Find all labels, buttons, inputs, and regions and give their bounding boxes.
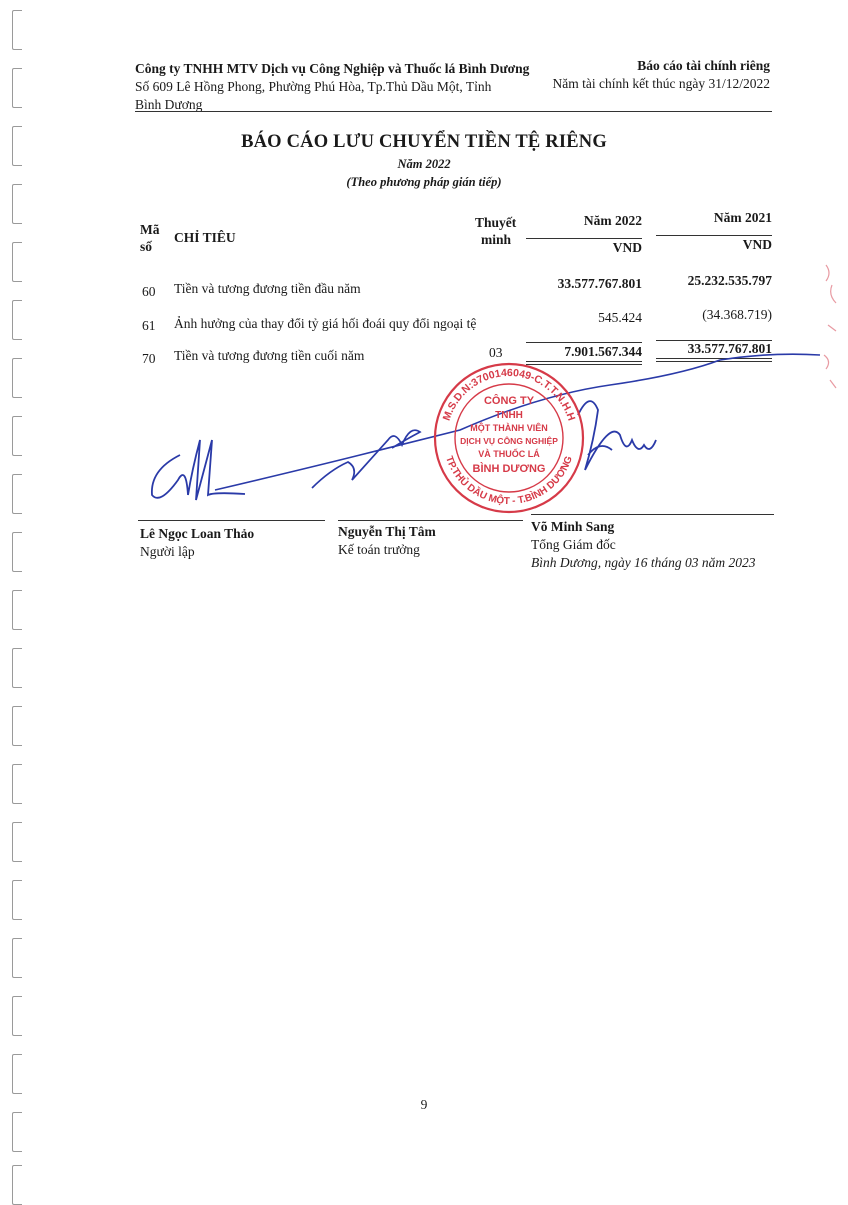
binding-ring [12,822,22,862]
binding-ring [12,242,22,282]
binding-ring [12,648,22,688]
page-number: 9 [420,1097,428,1112]
row-note: 03 [489,345,503,360]
binding-ring [12,358,22,398]
director-signature [578,401,656,470]
binding-ring [12,938,22,978]
company-stamp [435,364,583,512]
item-header: CHỈ TIÊU [174,230,236,245]
place-date: Bình Dương, ngày 16 tháng 03 năm 2023 [531,555,756,570]
binding-ring [12,532,22,572]
row-value-2022: 7.901.567.344 [564,344,642,359]
fiscal-year-end: Năm tài chính kết thúc ngày 31/12/2022 [552,76,770,91]
row-item: Ảnh hưởng của thay đổi tỷ giá hối đoái quy đổi ngoại tệ [174,316,477,331]
binding-ring [12,68,22,108]
stamp-ring-text: M.S.D.N:3700146049-C.T.T.N.H.H [440,366,578,423]
binding-ring [12,300,22,340]
code-header: Mã [140,222,160,237]
director-block [531,518,756,572]
accountant-signature [312,430,420,488]
total-top-rule-2022 [526,342,642,343]
row-code: 60 [142,284,156,299]
accountant-block [338,523,436,559]
preparer-signature [152,440,245,500]
report-year: Năm 2022 [397,157,451,171]
preparer-title: Người lập [140,544,195,559]
binding-ring [12,880,22,920]
total-double-rule-2021 [656,358,772,359]
binding-ring [12,416,22,456]
report-type: Báo cáo tài chính riêng [637,58,770,73]
signature-stroke [215,354,820,490]
binding-ring [12,1112,22,1152]
company-header [135,60,529,114]
row-value-2021: 25.232.535.797 [687,273,772,288]
row-item: Tiền và tương đương tiền đầu năm [174,281,361,296]
binding-ring [12,996,22,1036]
col-2021-underline [656,235,772,236]
binding-ring [12,474,22,514]
edge-marks [818,255,848,405]
total-double-rule-2022 [526,361,642,362]
col-2021-header: Năm 2021 [713,210,772,225]
accountant-sign-line [338,520,523,521]
binding-ring [12,764,22,804]
report-method: (Theo phương pháp gián tiếp) [346,175,502,189]
col-2022-header: Năm 2022 [583,213,642,228]
currency-2021: VND [742,237,772,252]
total-double-rule-2021-b [656,361,772,362]
stamp-line2: TNHH [495,410,523,421]
accountant-title: Kế toán trưởng [338,542,420,557]
row-item: Tiền và tương đương tiền cuối năm [174,348,365,363]
col-2022-underline [526,238,642,239]
preparer-name: Lê Ngọc Loan Thảo [140,526,255,541]
note-header: Thuyết [475,215,517,230]
row-value-2022: 545.424 [598,310,642,325]
preparer-sign-line [138,520,325,521]
stamp-ring-bottom: TP.THỦ DẦU MỘT - T.BÌNH DƯƠNG [443,454,575,508]
stamp-line3: MỘT THÀNH VIÊN [470,423,548,433]
currency-2022: VND [612,240,642,255]
director-sign-line [531,514,774,515]
binding-ring [12,1054,22,1094]
page-title: BÁO CÁO LƯU CHUYỂN TIỀN TỆ RIÊNG [241,132,607,152]
row-value-2022: 33.577.767.801 [557,276,642,291]
company-address-cont: Bình Dương [135,97,203,112]
director-title: Tổng Giám đốc [531,537,616,552]
row-code: 61 [142,318,156,333]
director-name: Võ Minh Sang [531,519,615,534]
binding-ring [12,184,22,224]
preparer-block [140,525,254,561]
binding-ring [12,590,22,630]
row-code: 70 [142,351,156,366]
accountant-name: Nguyễn Thị Tâm [338,524,436,539]
binding-ring [12,1165,22,1205]
binding-ring [12,706,22,746]
company-address: Số 609 Lê Hồng Phong, Phường Phú Hòa, Tp.Thủ Dầu Một, Tỉnh [135,79,492,94]
stamp-line5: VÀ THUỐC LÁ [478,449,540,459]
total-double-rule-2022-b [526,364,642,365]
report-header [553,57,770,93]
stamp-line4: DỊCH VỤ CÔNG NGHIỆP [460,436,558,446]
row-value-2021: 33.577.767.801 [687,341,772,356]
stamp-line6: BÌNH DƯƠNG [472,463,546,475]
company-name: Công ty TNHH MTV Dịch vụ Công Nghiệp và Thuốc lá Bình Dương [135,61,530,76]
header-divider [135,111,772,112]
binding-ring [12,10,22,50]
stamp-line1: CÔNG TY [483,395,535,407]
row-value-2021: (34.368.719) [702,307,772,322]
code-header-cont: số [140,239,153,254]
note-header-cont: minh [481,232,512,247]
